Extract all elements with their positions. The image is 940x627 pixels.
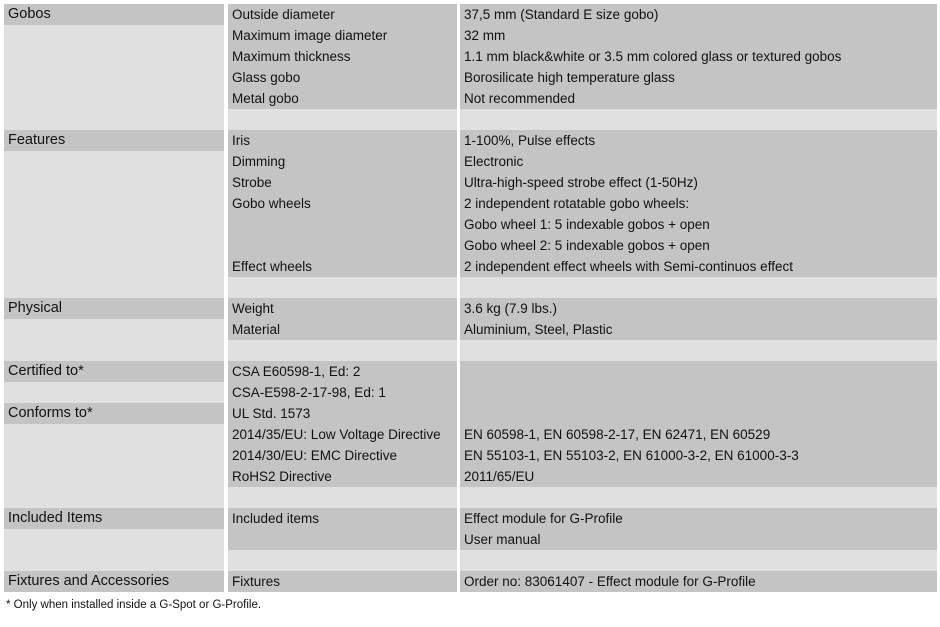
spec-label: 2014/35/EU: Low Voltage Directive <box>228 424 457 445</box>
section-title: Conforms to* <box>4 403 224 424</box>
spec-value: Electronic <box>460 151 937 172</box>
section-title-filler <box>4 193 224 214</box>
spec-value: EN 60598-1, EN 60598-2-17, EN 62471, EN 60529 <box>460 424 937 445</box>
spec-value <box>460 487 937 508</box>
spec-label: Effect wheels <box>228 256 457 277</box>
spec-label: Weight <box>228 298 457 319</box>
spec-label: Material <box>228 319 457 340</box>
section-title: Gobos <box>4 4 224 25</box>
spec-label <box>228 487 457 508</box>
section-title-filler <box>4 67 224 88</box>
spec-value <box>460 361 937 382</box>
spec-label <box>228 277 457 298</box>
spec-value <box>460 277 937 298</box>
spec-label <box>228 214 457 235</box>
section-title-filler <box>4 151 224 172</box>
spec-label: Maximum thickness <box>228 46 457 67</box>
spec-label: Strobe <box>228 172 457 193</box>
spec-label <box>228 340 457 361</box>
spec-value: Aluminium, Steel, Plastic <box>460 319 937 340</box>
section-title-filler <box>4 529 224 550</box>
spec-label: Outside diameter <box>228 4 457 25</box>
section-title-filler <box>4 277 224 298</box>
spec-label: 2014/30/EU: EMC Directive <box>228 445 457 466</box>
section-title-filler <box>4 487 224 508</box>
section-title: Physical <box>4 298 224 319</box>
spec-value: 37,5 mm (Standard E size gobo) <box>460 4 937 25</box>
spec-value: 1-100%, Pulse effects <box>460 130 937 151</box>
section-title-filler <box>4 88 224 109</box>
spec-label: Maximum image diameter <box>228 25 457 46</box>
section-title: Certified to* <box>4 361 224 382</box>
spec-label: CSA-E598-2-17-98, Ed: 1 <box>228 382 457 403</box>
spec-value <box>460 340 937 361</box>
spec-label: CSA E60598-1, Ed: 2 <box>228 361 457 382</box>
spec-value: EN 55103-1, EN 55103-2, EN 61000-3-2, EN 61000-3-3 <box>460 445 937 466</box>
spec-value: Effect module for G-Profile <box>460 508 937 529</box>
section-title-filler <box>4 109 224 130</box>
spec-value <box>460 382 937 403</box>
section-title-filler <box>4 340 224 361</box>
spec-value: 1.1 mm black&white or 3.5 mm colored glass or textured gobos <box>460 46 937 67</box>
spec-value <box>460 403 937 424</box>
spec-value: Ultra-high-speed strobe effect (1-50Hz) <box>460 172 937 193</box>
spec-value: 2011/65/EU <box>460 466 937 487</box>
spec-label <box>228 550 457 571</box>
spec-label: Gobo wheels <box>228 193 457 214</box>
spec-value: Borosilicate high temperature glass <box>460 67 937 88</box>
spec-label: Iris <box>228 130 457 151</box>
section-title-filler <box>4 550 224 571</box>
section-title-filler <box>4 235 224 256</box>
section-title: Included Items <box>4 508 224 529</box>
spec-label: Glass gobo <box>228 67 457 88</box>
spec-value: Gobo wheel 1: 5 indexable gobos + open <box>460 214 937 235</box>
spec-label: UL Std. 1573 <box>228 403 457 424</box>
spec-label: Metal gobo <box>228 88 457 109</box>
section-title-filler <box>4 46 224 67</box>
spec-value: 3.6 kg (7.9 lbs.) <box>460 298 937 319</box>
section-title-filler <box>4 319 224 340</box>
spec-value: User manual <box>460 529 937 550</box>
spec-value <box>460 109 937 130</box>
spec-value: 2 independent effect wheels with Semi-continuos effect <box>460 256 937 277</box>
section-title-filler <box>4 25 224 46</box>
spec-label <box>228 529 457 550</box>
section-title: Fixtures and Accessories <box>4 571 224 592</box>
section-title: Features <box>4 130 224 151</box>
spec-value: Gobo wheel 2: 5 indexable gobos + open <box>460 235 937 256</box>
spec-label <box>228 235 457 256</box>
section-title-filler <box>4 382 224 403</box>
spec-label: RoHS2 Directive <box>228 466 457 487</box>
spec-label <box>228 109 457 130</box>
spec-value: 2 independent rotatable gobo wheels: <box>460 193 937 214</box>
spec-value <box>460 550 937 571</box>
section-title-filler <box>4 214 224 235</box>
spec-value: Not recommended <box>460 88 937 109</box>
spec-label: Included items <box>228 508 457 529</box>
spec-value: 32 mm <box>460 25 937 46</box>
section-title-filler <box>4 445 224 466</box>
section-title-filler <box>4 466 224 487</box>
section-title-filler <box>4 172 224 193</box>
spec-value: Order no: 83061407 - Effect module for G-Profile <box>460 571 937 592</box>
footnote: * Only when installed inside a G-Spot or G-Profile. <box>6 599 262 611</box>
section-title-filler <box>4 424 224 445</box>
spec-label: Fixtures <box>228 571 457 592</box>
spec-label: Dimming <box>228 151 457 172</box>
section-title-filler <box>4 256 224 277</box>
